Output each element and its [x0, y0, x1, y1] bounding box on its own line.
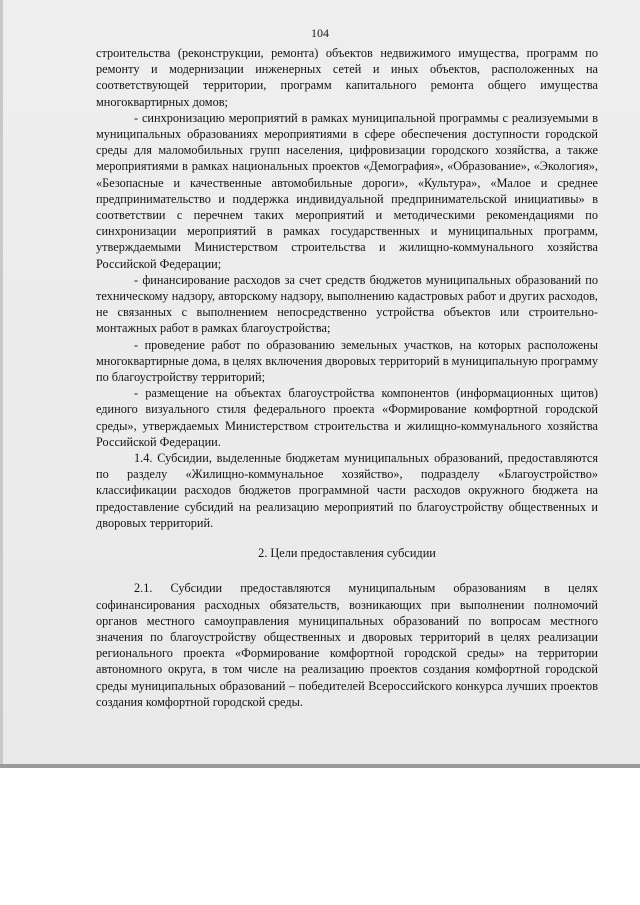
scan-bottom-edge	[0, 764, 640, 768]
paragraph-synchronization: - синхронизацию мероприятий в рамках муниципальной программы с реализуемыми в муниципальных образованиях мероприятиями в сфере обеспечения доступности городской среды для маломобильных групп населения, цифровизации городского хозяйства, а также мероприятиями в рамках национальных проектов «Демография», «Образование», «Экология», «Безопасные и качественные автомобильные дороги», «Культура», «Малое и среднее предпринимательство и поддержка индивидуальной предпринимательской инициативы» в соответствии с перечнем таких мероприятий и методическими рекомендациями по синхронизации мероприятий в рамках государственных и муниципальных программ, утверждаемыми Министерством строительства и жилищно-коммунального хозяйства Российской Федерации;	[96, 110, 598, 271]
page-number: 104	[311, 26, 329, 40]
paragraph-1-4: 1.4. Субсидии, выделенные бюджетам муниципальных образований, предоставляются по разделу «Жилищно-коммунальное хозяйство», подразделу «Благоустройство» классификации расходов бюджетов программной части расходов окружного бюджета на предоставление субсидий на реализацию мероприятий по благоустройству общественных и дворовых территорий.	[96, 451, 598, 530]
paragraph-financing: - финансирование расходов за счет средств бюджетов муниципальных образований по техническому надзору, авторскому надзору, выполнению кадастровых работ и других расходов, не связанных с выполнением непосредственно устройства объектов или строительно-монтажных работ в рамках благоустройства;	[96, 272, 598, 336]
document-body	[96, 45, 598, 710]
paragraph-placement: - размещение на объектах благоустройства компонентов (информационных щитов) единого визуального стиля федерального проекта «Формирование комфортной городской среды», утверждаемых Министерством строительства и жилищно-коммунального хозяйства Российской Федерации.	[96, 386, 598, 449]
scan-left-edge	[0, 0, 3, 768]
section-heading: 2. Цели предоставления субсидии	[258, 546, 436, 561]
paragraph-2-1: 2.1. Субсидии предоставляются муниципальным образованиям в целях софинансирования расходных обязательств, возникающих при выполнении полномочий органов местного самоуправления муниципальных образований по вопросам местного значения по благоустройству общественных и дворовых территорий в целях реализации регионального проекта «Формирование комфортной городской среды» на территории автономного округа, в том числе на реализацию проектов создания комфортной городской среды муниципальных образований – победителей Всероссийского конкурса лучших проектов создания комфортной городской среды.	[96, 581, 598, 709]
paragraph-continuation: строительства (реконструкции, ремонта) объектов недвижимого имущества, программ по ремонту и модернизации инженерных сетей и иных объектов, расположенных на соответствующей территории, программ капитального ремонта общего имущества многоквартирных домов;	[96, 46, 598, 109]
paragraph-land-plots: - проведение работ по образованию земельных участков, на которых расположены многоквартирные дома, в целях включения дворовых территорий в муниципальную программу по благоустройству территорий;	[96, 337, 598, 385]
